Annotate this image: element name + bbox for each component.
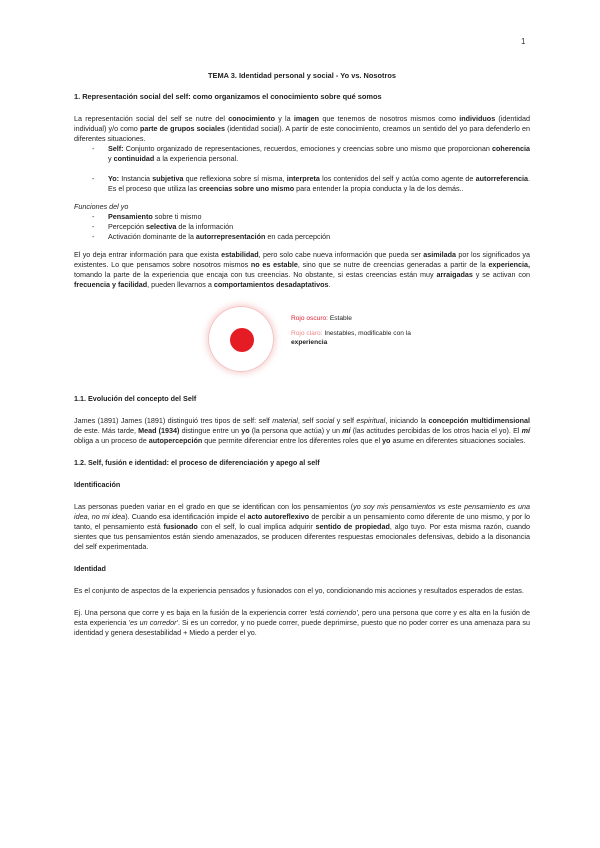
stability-paragraph: El yo deja entrar información para que exista estabilidad, pero solo cabe nueva información que pueda ser asimilada por los significados ya existentes. Lo que pensamos sobre nosotros mismos no es estable, sino que se nutre de creencias generadas a partir de la experiencia, tomando la parte de la experiencia que encaja con tus creencias. No obstante, si estas creencias están muy arraigadas y se activan con frecuencia y facilidad, pueden llevarnos a comportamientos desadaptativos. <box>74 250 530 289</box>
page-number: 1 <box>521 37 526 46</box>
dark-red-core <box>230 328 254 352</box>
identidad-body: Es el conjunto de aspectos de la experiencia pensados y fusionados con el yo, condicionando mis acciones y resultados esperados de estas. <box>74 586 524 595</box>
document-body <box>74 71 530 638</box>
definition-yo: - Yo: Instancia subjetiva que reflexiona sobre sí misma, interpreta los contenidos del self y actúa como agente de autorreferencia. Es el proceso que utiliza las creencias sobre uno mismo para entender la propia conducta y la de los demás.. <box>92 174 530 193</box>
diagram-legend <box>291 314 431 347</box>
function-item: - Activación dominante de la autorrepresentación en cada percepción <box>92 232 331 241</box>
example-paragraph: Ej. Una persona que corre y es baja en la fusión de la experiencia correr 'está corriendo', pero una persona que corre y es alta en la fusión de esta experiencia 'es un corredor'. Si es un corredor, y no puede correr, puede deprimirse, puesto que no poder correr es una amenaza para su identidad y genera desestabilidad + Miedo a perder el yo. <box>74 608 530 637</box>
identificacion-body: Las personas pueden variar en el grado en que se identifican con los pensamientos (yo soy mis pensamientos vs este pensamiento es una idea, no mi idea). Cuando esa identificación impide el acto autoreflexivo de percibir a un pensamiento como diferente de uno mismo, y por lo tanto, el pensamiento está fusionado con el self, lo cual implica adquirir sentido de propiedad, algo tuyo. Por esta misma razón, cuando sientes que tus pensamientos están siendo amenazados, se producen diferentes respuestas emocionales defensivas, debido a la disonancia del self experimentada. <box>74 502 530 551</box>
section-1-intro: La representación social del self se nutre del conocimiento y la imagen que tenemos de nosotros mismos como individuos (identidad individual) y/o como parte de grupos sociales (identidad social). A partir de este conocimiento, creamos un sentido del yo para defenderlo en diferentes situaciones. <box>74 114 531 143</box>
identificacion-heading: Identificación <box>74 480 121 489</box>
self-yo-definitions <box>74 144 530 194</box>
functions-list <box>74 212 530 242</box>
section-1-heading: 1. Representación social del self: como organizamos el conocimiento sobre qué somos <box>74 92 382 101</box>
identidad-heading: Identidad <box>74 564 106 573</box>
definition-self: - Self: Conjunto organizado de representaciones, recuerdos, emociones y creencias sobre uno mismo que proporcionan coherencia y continuidad a la experiencia personal. <box>92 144 530 163</box>
legend-light: Rojo claro: Inestables, modificable con la experiencia <box>291 330 411 346</box>
legend-dark: Rojo oscuro: Estable <box>291 315 352 322</box>
section-1-1-heading: 1.1. Evolución del concepto del Self <box>74 394 197 403</box>
functions-title: Funciones del yo <box>74 202 129 211</box>
self-stability-diagram <box>74 300 530 378</box>
section-1-1-body: James (1891) James (1891) distinguió tres tipos de self: self material, self social y self espiritual, iniciando la concepción multidimensional de este. Más tarde, Mead (1934) distingue entre un yo (la persona que actúa) y un mí (las actitudes percibidas de los otros hacia el yo). El mí obliga a un proceso de autopercepción que permite diferenciar entre los diferentes roles que el yo asume en diferentes situaciones sociales. <box>74 416 530 445</box>
function-item: - Pensamiento sobre ti mismo <box>92 212 202 221</box>
section-1-2-heading: 1.2. Self, fusión e identidad: el proceso de diferenciación y apego al self <box>74 458 320 467</box>
document-title: TEMA 3. Identidad personal y social - Yo vs. Nosotros <box>208 71 396 80</box>
function-item: - Percepción selectiva de la información <box>92 222 234 231</box>
